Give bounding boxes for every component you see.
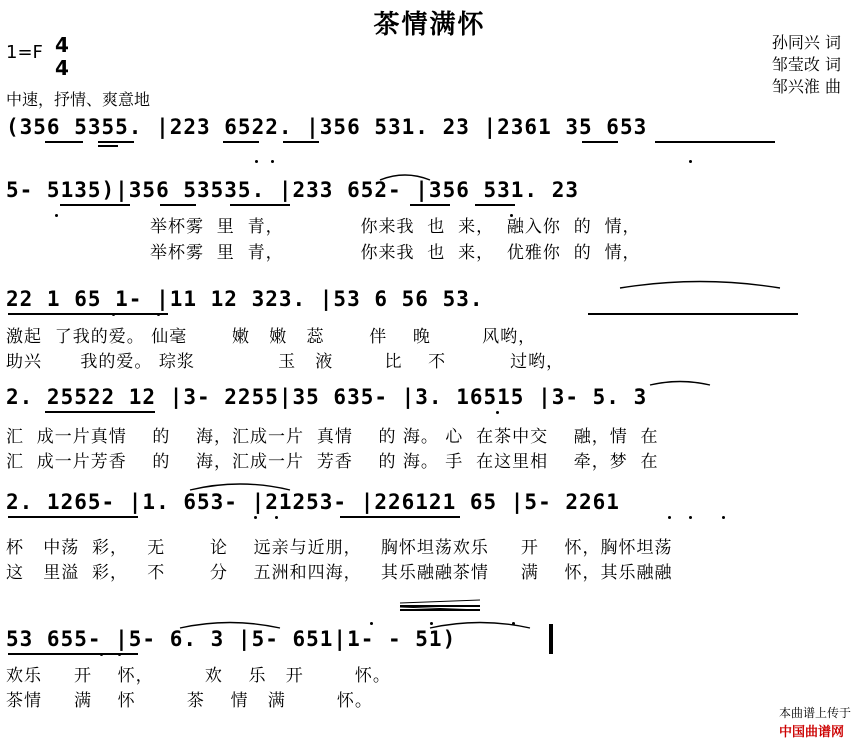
lyric-adapter-credit: 邹莹改 词 [771,55,841,74]
tempo-marking: 中速，抒情、爽意地 [6,90,151,109]
notation-row: 2. 25522 12 |3- 2255|35 635- |3. 16515 |3- 5. 3 [6,385,648,409]
footer-brand[interactable]: 中国曲谱网 [778,725,844,740]
composer-credit: 邹兴淮 曲 [771,77,841,96]
lyric-line: 激起 了我的爱。 仙毫 嫩 嫩 蕊 伴 晚 风哟， [6,327,537,347]
footer-credit [771,690,851,740]
lyric-line: 茶情 满 怀 茶 情 满 怀。 [6,691,373,711]
final-barline [549,624,553,654]
lyricist-credit: 孙同兴 词 [771,33,841,52]
lyric-line: 这 里溢 彩， 不 分 五洲和四海， 其乐融融茶情 满 怀，其乐融融 [6,563,673,583]
notation-row: 22 1 65 1- |11 12 323. |53 6 56 53. [6,287,484,311]
notation-row: (356 5355. |223 6522. |356 531. 23 |2361 35 653 [6,115,648,139]
lyric-line: 杯 中荡 彩， 无 论 远亲与近朋， 胸怀坦荡欢乐 开 怀，胸怀坦荡 [6,538,673,558]
notation-row: 53 655- |5- 6. 3 |5- 651|1- - 51) [6,627,457,651]
time-signature-top: 4 [55,33,69,57]
notation-row: 2. 1265- |1. 653- |21253- |226121 65 |5- 2261 [6,490,620,514]
lyric-line: 助兴 我的爱。 琮浆 玉 液 比 不 过哟， [6,352,565,372]
key-signature: 1=F [6,42,43,63]
lyric-line: 汇 成一片真情 的 海，汇成一片 真情 的 海。 心 在茶中交 融，情 在 [6,427,659,447]
lyric-line: 欢乐 开 怀， 欢 乐 开 怀。 [6,666,391,686]
time-signature-bottom: 4 [55,56,69,80]
lyric-line: 汇 成一片芳香 的 海，汇成一片 芳香 的 海。 手 在这里相 牵，梦 在 [6,452,659,472]
lyric-line: 举杯雾 里 青， 你来我 也 来， 融入你 的 情， [150,217,641,237]
notation-row: 5- 5135)|356 53535. |233 652- |356 531. 23 [6,178,580,202]
footer-prefix: 本曲谱上传于 [778,706,851,720]
song-title: 茶情满怀 [373,10,486,40]
lyric-line: 举杯雾 里 青， 你来我 也 来， 优雅你 的 情， [150,243,641,263]
